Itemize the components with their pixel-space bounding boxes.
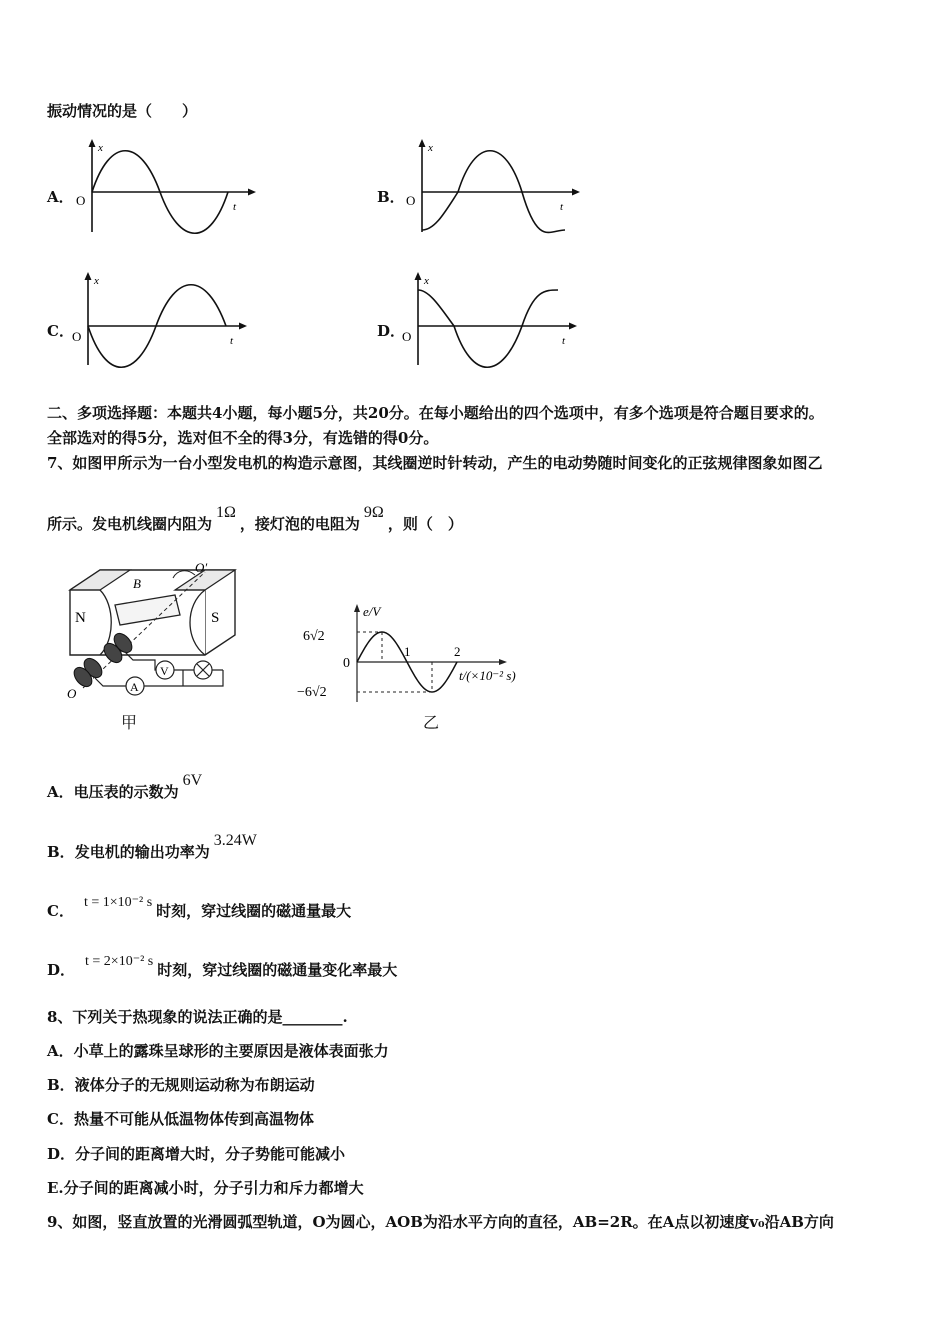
axis-x-label: x [424, 275, 429, 287]
q8-option-c: C．热量不可能从低温物体传到高温物体 [47, 1110, 314, 1128]
origin-label: O [406, 193, 416, 208]
t-axis-arrow-icon [239, 323, 247, 330]
pole-n-label: N [75, 610, 86, 626]
chart-pos-peak-label: 6√2 [303, 629, 325, 644]
q7-option-b-label: B． [47, 843, 75, 861]
q7-option-d-math: t = 2×10⁻² s [85, 954, 154, 969]
q7-option-b-math: 3.24W [213, 832, 257, 849]
q8-option-d: D．分子间的距离增大时，分子势能可能减小 [47, 1145, 346, 1163]
q7-stem-text-b: ，接灯泡的电阻为 [239, 515, 360, 533]
q7-coil-resistance: 1Ω [216, 504, 236, 521]
origin-label: O [402, 329, 412, 344]
q8-stem: 8、下列关于热现象的说法正确的是________. [47, 1008, 348, 1026]
q6-graph-c [70, 270, 260, 370]
q6-stem-end: 振动情况的是（ ） [47, 102, 198, 120]
q7-option-c-math: t = 1×10⁻² s [83, 895, 153, 910]
axis-t-label: t [560, 201, 564, 213]
q6-option-c-label: C． [47, 322, 74, 340]
q6-graph-d [400, 270, 590, 370]
axis-x-label: x [428, 142, 433, 154]
origin-label: O [76, 193, 86, 208]
axis-x-label: x [94, 275, 99, 287]
chart-x-arrow-icon [499, 659, 507, 665]
voltmeter-label: V [160, 664, 169, 678]
q6-graph-a [70, 137, 260, 237]
chart-tick-1: 1 [404, 644, 411, 659]
q9-stem: 9、如图，竖直放置的光滑圆弧型轨道，O为圆心，AOB为沿水平方向的直径，AB=2R。在A点以初速度v₀沿AB方向 [47, 1213, 834, 1231]
q7-stem-text-c: ，则（ ） [387, 515, 463, 533]
q6-option-b-label: B． [377, 188, 405, 206]
q7-bulb-resistance: 9Ω [363, 504, 384, 521]
q7-option-c-label: C． [47, 902, 74, 920]
chart-xlabel: t/(×10⁻² s) [459, 668, 516, 683]
chart-neg-peak-label: −6√2 [297, 685, 327, 700]
axis-t-label: t [233, 201, 237, 213]
emf-chart [295, 600, 545, 705]
axis-t-label: t [562, 335, 566, 347]
label-o: O [67, 686, 77, 701]
q7-option-d [47, 954, 398, 982]
q8-option-e: E.分子间的距离减小时，分子引力和斥力都增大 [47, 1179, 364, 1197]
q7-option-c [47, 895, 352, 923]
q7-stem-line1: 7、如图甲所示为一台小型发电机的构造示意图，其线圈逆时针转动，产生的电动势随时间变化的正弦规律图象如图乙 [47, 454, 823, 472]
t-axis-arrow-icon [572, 189, 580, 196]
figure-jia-caption: 甲 [121, 713, 138, 732]
q7-option-d-label: D． [47, 961, 76, 979]
section2-line2: 全部选对的得5分，选对但不全的得3分，有选错的得0分。 [47, 429, 439, 447]
ammeter-label: A [130, 680, 139, 694]
y-axis-arrow-icon [419, 139, 426, 147]
neg-cosine-curve [418, 290, 558, 367]
q7-option-c-text: 时刻，穿过线圈的磁通量最大 [156, 902, 352, 920]
q7-option-b-text: 发电机的输出功率为 [74, 843, 210, 861]
chart-zero-label: 0 [343, 656, 350, 671]
q8-option-b: B．液体分子的无规则运动称为布朗运动 [47, 1076, 315, 1094]
y-axis-arrow-icon [89, 139, 96, 147]
y-axis-arrow-icon [85, 272, 92, 280]
chart-tick-2: 2 [454, 644, 461, 659]
q7-stem-text-a: 所示。发电机线圈内阻为 [47, 515, 213, 533]
q7-option-d-text: 时刻，穿过线圈的磁通量变化率最大 [157, 961, 398, 979]
q7-option-a-label: A． [47, 783, 74, 801]
q7-option-a-math: 6V [182, 772, 203, 789]
y-axis-arrow-icon [415, 272, 422, 280]
q6-graph-b [400, 137, 590, 237]
generator-diagram [55, 560, 255, 705]
q6-option-a-label: A． [47, 188, 74, 206]
label-o-prime: O′ [195, 560, 208, 575]
figure-yi-caption: 乙 [423, 713, 440, 732]
axis-t-label: t [230, 335, 234, 347]
q8-option-a: A．小草上的露珠呈球形的主要原因是液体表面张力 [47, 1042, 389, 1060]
q7-option-b [47, 832, 261, 863]
origin-label: O [72, 329, 82, 344]
chart-ylabel: e/V [363, 604, 381, 619]
q7-option-a [47, 772, 206, 803]
label-b: B [133, 576, 141, 591]
chart-y-arrow-icon [354, 604, 360, 612]
q7-stem-line2 [47, 504, 463, 535]
axis-x-label: x [98, 142, 103, 154]
q7-option-a-text: 电压表的示数为 [73, 783, 179, 801]
t-axis-arrow-icon [248, 189, 256, 196]
section2-line1: 二、多项选择题：本题共4小题，每小题5分，共20分。在每小题给出的四个选项中，有多个选项是符合题目要求的。 [47, 404, 824, 422]
q6-option-d-label: D． [377, 322, 406, 340]
t-axis-arrow-icon [569, 323, 577, 330]
pole-s-label: S [211, 610, 220, 626]
